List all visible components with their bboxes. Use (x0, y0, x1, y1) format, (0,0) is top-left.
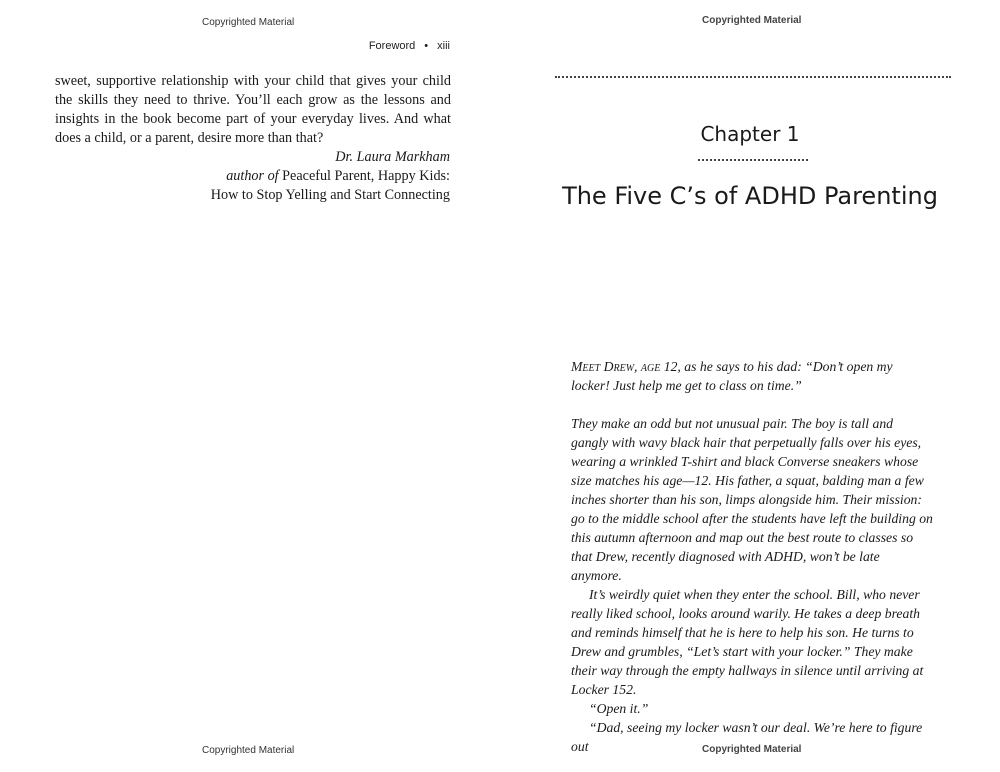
paragraph-5: “Dad, seeing my locker wasn’t our deal. We’re here to figure out (571, 720, 923, 754)
foreword-paragraph: sweet, supportive relationship with your child that gives your child the skills they need to thrive. You’ll each grow as the lessons and insights in the book become part of your everyday lives. And what does a child, or a parent, desire more than that? (55, 73, 451, 146)
paragraph-gap (571, 395, 933, 414)
top-dotted-rule (555, 76, 951, 78)
page-number: xiii (437, 40, 450, 52)
foreword-text (55, 72, 451, 148)
chapter-dotted-rule (698, 159, 808, 161)
signature-name: Dr. Laura Markham (335, 149, 450, 165)
right-page (500, 0, 1000, 772)
copyright-notice-top: Copyrighted Material (702, 15, 802, 26)
signature-author-of: author of (226, 168, 279, 184)
opening-paragraph (571, 357, 933, 395)
running-head-separator: • (424, 40, 429, 52)
copyright-notice-bottom: Copyrighted Material (702, 744, 802, 755)
running-head-section: Foreword (368, 40, 416, 52)
signature-book-line1 (226, 167, 450, 186)
running-head (369, 40, 450, 52)
opening-lead: Meet Drew, age 12, (571, 359, 681, 374)
chapter-title: The Five C’s of ADHD Parenting (562, 182, 938, 210)
copyright-notice-bottom: Copyrighted Material (202, 745, 295, 756)
opening-rest: as he says to his dad: “Don’t open my locker! Just help me get to class on time.” (571, 359, 893, 393)
chapter-text (571, 357, 933, 756)
paragraph-4: “Open it.” (589, 701, 649, 716)
chapter-label: Chapter 1 (700, 122, 800, 146)
signature-book-title-1: Peaceful Parent, Happy Kids: (282, 168, 450, 184)
paragraph-2: They make an odd but not unusual pair. The boy is tall and gangly with wavy black hair that perpetually falls over his eyes, wearing a wrinkled T-shirt and black Converse sneakers whose size matches his age—12. His father, a squat, balding man a few inches shorter than his son, limps alongside him. Their mission: go to the middle school after the students have left the building on this autumn afternoon and map out the best route to classes so that Drew, recently diagnosed with ADHD, won’t be late anymore. (571, 416, 933, 583)
copyright-notice-top: Copyrighted Material (202, 17, 295, 28)
paragraph-3: It’s weirdly quiet when they enter the school. Bill, who never really liked school, looks around warily. He takes a deep breath and reminds himself that he is here to help his son. He turns to Drew and grumbles, “Let’s start with your locker.” They make their way through the empty hallways in silence until arriving at Locker 152. (571, 587, 924, 697)
signature-book-line2: How to Stop Yelling and Start Connecting (210, 187, 450, 203)
